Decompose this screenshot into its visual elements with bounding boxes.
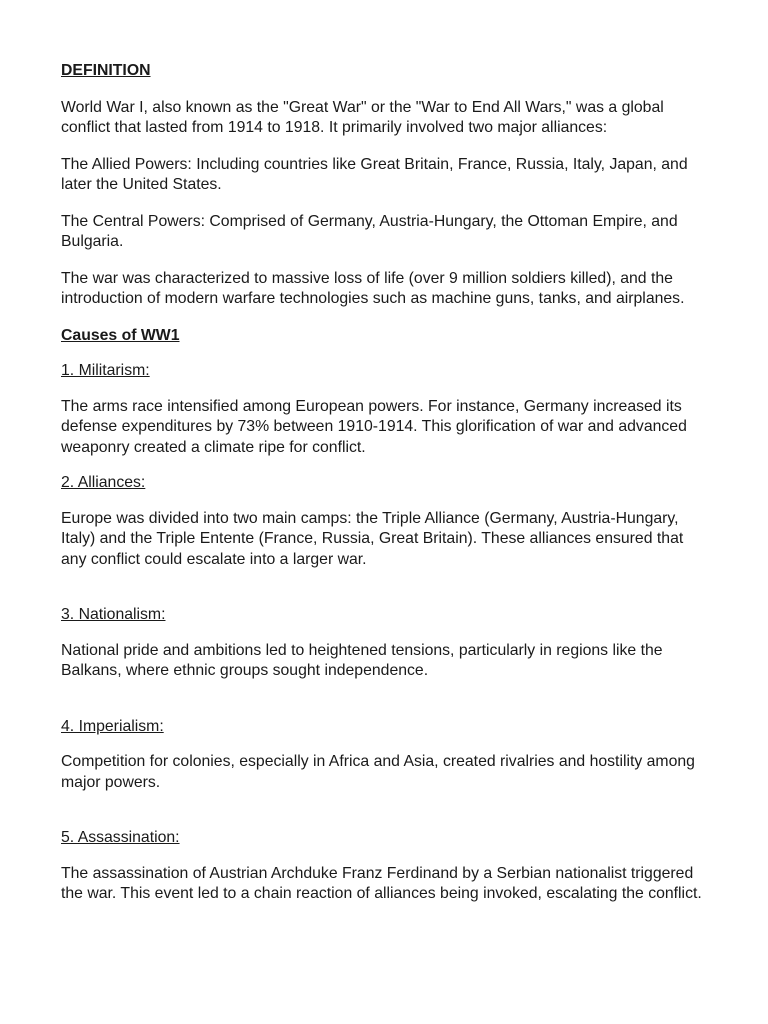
cause-body-nationalism: National pride and ambitions led to heightened tensions, particularly in regions like the Balkans, where ethnic groups sought independence. (61, 641, 663, 679)
definition-paragraph-4: The war was characterized to massive loss of life (over 9 million soldiers killed), and the introduction of modern warfare technologies such as machine guns, tanks, and airplanes. (61, 269, 685, 307)
definition-paragraph-1: World War I, also known as the "Great War" or the "War to End All Wars," was a global conflict that lasted from 1914 to 1918. It primarily involved two major alliances: (61, 98, 664, 136)
cause-title-imperialism: 4. Imperialism: (61, 717, 164, 735)
cause-title-militarism: 1. Militarism: (61, 362, 150, 379)
cause-title-nationalism: 3. Nationalism: (61, 606, 166, 623)
cause-title-assassination: 5. Assassination: (61, 829, 180, 846)
definition-paragraph-3: The Central Powers: Comprised of Germany, Austria-Hungary, the Ottoman Empire, and Bulgaria. (61, 212, 678, 250)
cause-body-alliances: Europe was divided into two main camps: the Triple Alliance (Germany, Austria-Hungary, Italy) and the Triple Entente (France, Russia, Great Britain). These alliances ensured that any conflict could escalate into a larger war. (61, 509, 684, 568)
cause-body-militarism: The arms race intensified among European powers. For instance, Germany increased its defense expenditures by 73% between 1910-1914. This glorification of war and advanced weaponry created a climate ripe for conflict. (61, 397, 687, 456)
cause-body-imperialism: Competition for colonies, especially in Africa and Asia, created rivalries and hostility among major powers. (61, 753, 695, 791)
document-page (61, 61, 711, 905)
cause-body-assassination: The assassination of Austrian Archduke Franz Ferdinand by a Serbian nationalist triggered the war. This event led to a chain reaction of alliances being invoked, escalating the conflict. (61, 864, 702, 902)
causes-heading: Causes of WW1 (61, 326, 180, 344)
cause-title-alliances: 2. Alliances: (61, 474, 146, 491)
definition-paragraph-2: The Allied Powers: Including countries like Great Britain, France, Russia, Italy, Japan, and later the United States. (61, 155, 688, 193)
definition-heading: DEFINITION (61, 62, 151, 79)
